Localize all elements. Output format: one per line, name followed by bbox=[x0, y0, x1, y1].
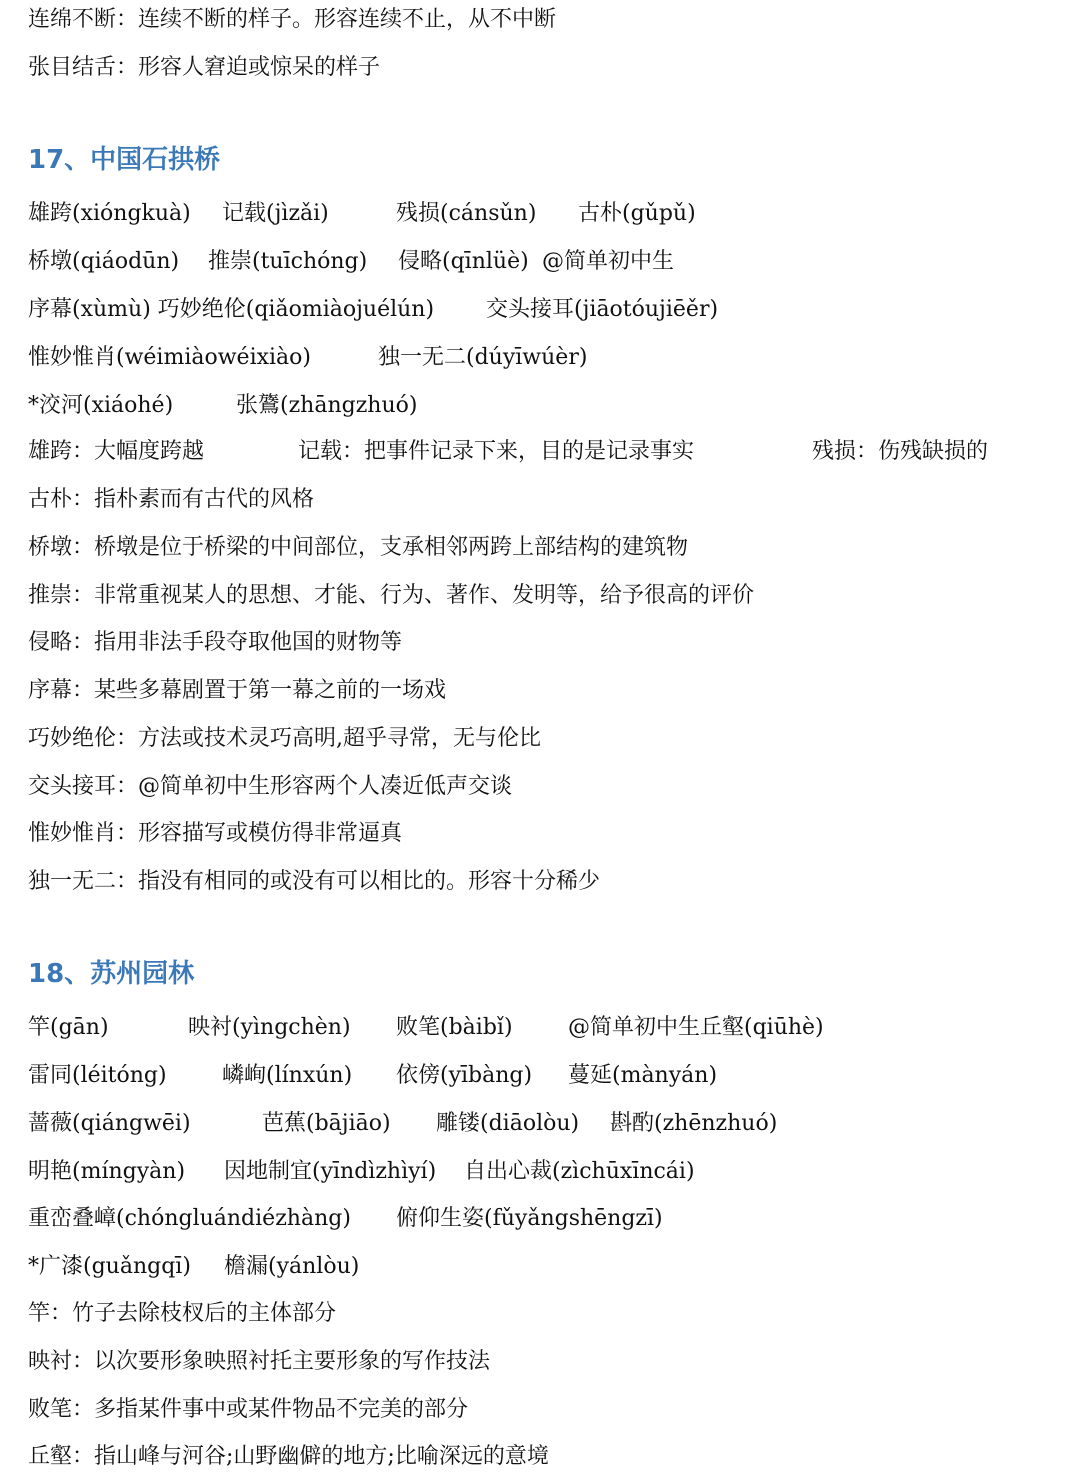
definition-line: 巧妙绝伦：方法或技术灵巧高明,超乎寻常，无与伦比 bbox=[28, 726, 541, 751]
vocab-item: 雕镂(diāolòu) bbox=[436, 1111, 580, 1136]
vocab-item: 俯仰生姿(fǔyǎngshēngzī) bbox=[396, 1206, 663, 1231]
definition-line: 丘壑：指山峰与河谷;山野幽僻的地方;比喻深远的意境 bbox=[28, 1444, 549, 1469]
definition-line: 独一无二：指没有相同的或没有可以相比的。形容十分稀少 bbox=[28, 869, 601, 894]
vocab-item: 映衬(yìngchèn) bbox=[188, 1015, 351, 1040]
vocab-item: 明艳(míngyàn) bbox=[28, 1159, 186, 1184]
definition-line: 推崇：非常重视某人的思想、才能、行为、著作、发明等，给予很高的评价 bbox=[28, 583, 755, 608]
vocab-item: 蔓延(mànyán) bbox=[568, 1063, 718, 1088]
vocab-item: 檐漏(yánlòu) bbox=[224, 1254, 360, 1279]
vocab-item: 嶙峋(línxún) bbox=[222, 1063, 353, 1088]
vocab-item: 侵略(qīnlüè) bbox=[398, 249, 529, 274]
definition-line: 交头接耳：@简单初中生形容两个人凑近低声交谈 bbox=[28, 774, 513, 799]
definition-item: 雄跨：大幅度跨越 bbox=[28, 439, 205, 464]
definition-line: 惟妙惟肖：形容描写或模仿得非常逼真 bbox=[28, 821, 403, 846]
definition-line: 映衬：以次要形象映照衬托主要形象的写作技法 bbox=[28, 1349, 491, 1374]
vocab-item: 败笔(bàibǐ) bbox=[396, 1015, 513, 1040]
vocab-item: 推崇(tuīchóng) bbox=[208, 249, 368, 274]
definition-line: 竿：竹子去除枝杈后的主体部分 bbox=[28, 1301, 337, 1326]
definition-line: 序幕：某些多幕剧置于第一幕之前的一场戏 bbox=[28, 678, 447, 703]
vocab-item: 蔷薇(qiángwēi) bbox=[28, 1111, 191, 1136]
vocab-item: *广漆(guǎngqī) bbox=[28, 1254, 191, 1279]
section-title: 18、苏州园林 bbox=[28, 959, 195, 989]
vocab-item: 交头接耳(jiāotóujiēěr) bbox=[486, 297, 719, 322]
vocab-item: 因地制宜(yīndìzhìyí) bbox=[224, 1159, 437, 1184]
vocab-item: 斟酌(zhēnzhuó) bbox=[610, 1111, 778, 1136]
vocab-item: 雄跨(xióngkuà) bbox=[28, 201, 191, 226]
vocab-item: *洨河(xiáohé) bbox=[28, 393, 174, 418]
watermark-text: @简单初中生 bbox=[542, 249, 675, 274]
vocab-item: 桥墩(qiáodūn) bbox=[28, 249, 180, 274]
vocab-item: 残损(cánsǔn) bbox=[396, 201, 537, 226]
definition-item: 残损：伤残缺损的 bbox=[812, 439, 989, 464]
definition-line: 张目结舌：形容人窘迫或惊呆的样子 bbox=[28, 55, 381, 80]
definition-line: 败笔：多指某件事中或某件物品不完美的部分 bbox=[28, 1397, 469, 1422]
vocab-item: 芭蕉(bājiāo) bbox=[262, 1111, 391, 1136]
section-title: 17、中国石拱桥 bbox=[28, 145, 221, 175]
vocab-item: @简单初中生丘壑(qiūhè) bbox=[568, 1015, 824, 1040]
vocab-item: 张鷟(zhāngzhuó) bbox=[236, 393, 418, 418]
vocab-item: 序幕(xùmù) 巧妙绝伦(qiǎomiàojuélún) bbox=[28, 297, 435, 322]
definition-line: 侵略：指用非法手段夺取他国的财物等 bbox=[28, 630, 403, 655]
vocab-item: 古朴(gǔpǔ) bbox=[578, 201, 696, 226]
vocab-item: 依傍(yībàng) bbox=[396, 1063, 533, 1088]
vocab-item: 重峦叠嶂(chóngluándiézhàng) bbox=[28, 1206, 351, 1231]
definition-line: 连绵不断：连续不断的样子。形容连续不止，从不中断 bbox=[28, 7, 557, 32]
definition-line: 古朴：指朴素而有古代的风格 bbox=[28, 487, 315, 512]
vocab-item: 独一无二(dúyīwúèr) bbox=[378, 345, 588, 370]
definition-line: 桥墩：桥墩是位于桥梁的中间部位，支承相邻两跨上部结构的建筑物 bbox=[28, 535, 689, 560]
vocab-item: 记载(jìzǎi) bbox=[222, 201, 329, 226]
definition-item: 记载：把事件记录下来，目的是记录事实 bbox=[298, 439, 695, 464]
vocab-item: 惟妙惟肖(wéimiàowéixiào) bbox=[28, 345, 312, 370]
vocab-item: 自出心裁(zìchūxīncái) bbox=[464, 1159, 695, 1184]
vocab-item: 雷同(léitóng) bbox=[28, 1063, 167, 1088]
vocab-item: 竿(gān) bbox=[28, 1015, 109, 1040]
